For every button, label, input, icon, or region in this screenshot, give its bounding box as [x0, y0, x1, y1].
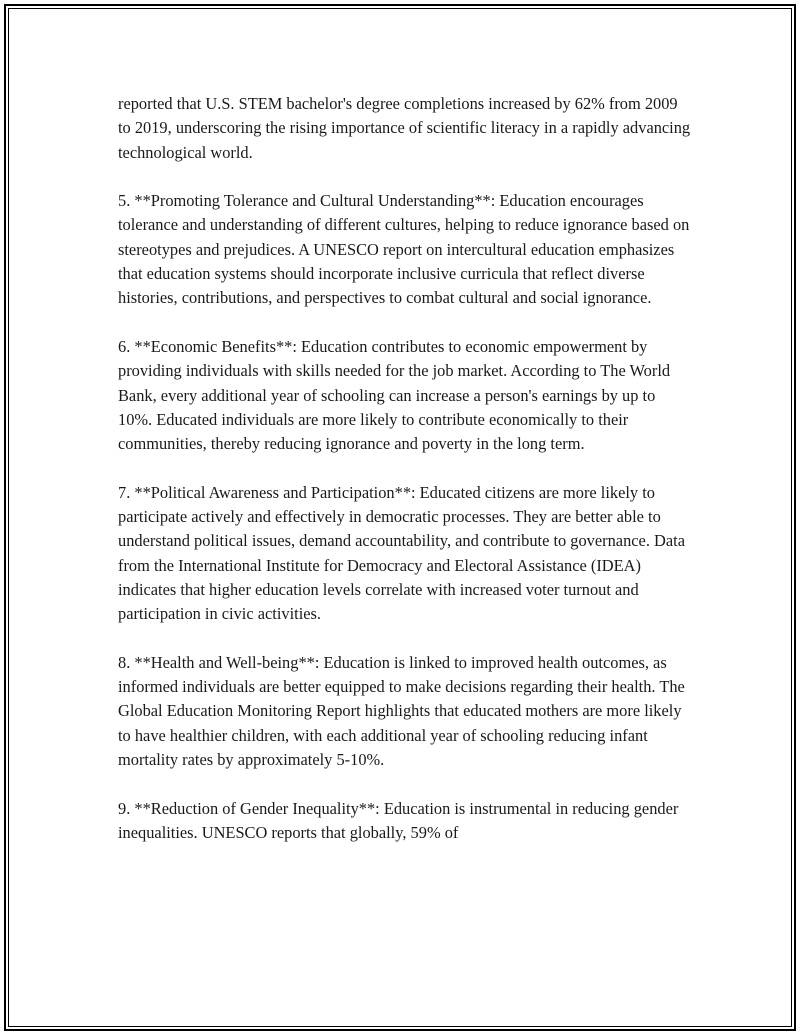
paragraph-economic-benefits: 6. **Economic Benefits**: Education contributes to economic empowerment by providing individuals with skills needed for the job market. According to The World Bank, every additional year of schooling can increase a person's earnings by up to 10%. Educated individuals are more likely to contribute economically to their communities, thereby reducing ignorance and poverty in the long term.: [118, 336, 671, 454]
document-body: [118, 92, 693, 870]
paragraph-political-awareness: 7. **Political Awareness and Participation**: Educated citizens are more likely to participate actively and effectively in democratic processes. They are better able to understand political issues, demand accountability, and contribute to governance. Data from the International Institute for Democracy and Electoral Assistance (IDEA) indicates that higher education levels correlate with increased voter turnout and participation in civic activities.: [118, 482, 685, 624]
paragraph-stem-continuation: reported that U.S. STEM bachelor's degree completions increased by 62% from 2009 to 2019, underscoring the rising importance of scientific literacy in a rapidly advancing technological world.: [118, 94, 691, 162]
paragraph-health: 8. **Health and Well-being**: Education is linked to improved health outcomes, as informed individuals are better equipped to make decisions regarding their health. The Global Education Monitoring Report highlights that educated mothers are more likely to have healthier children, with each additional year of schooling reducing infant mortality rates by approximately 5-10%.: [118, 652, 685, 770]
paragraph-gender-inequality: 9. **Reduction of Gender Inequality**: Education is instrumental in reducing gender inequalities. UNESCO reports that globally, 59% of: [118, 798, 679, 842]
paragraph-tolerance: 5. **Promoting Tolerance and Cultural Understanding**: Education encourages tolerance and understanding of different cultures, helping to reduce ignorance based on stereotypes and prejudices. A UNESCO report on intercultural education emphasizes that education systems should incorporate inclusive curricula that reflect diverse histories, contributions, and perspectives to combat cultural and social ignorance.: [118, 191, 690, 308]
